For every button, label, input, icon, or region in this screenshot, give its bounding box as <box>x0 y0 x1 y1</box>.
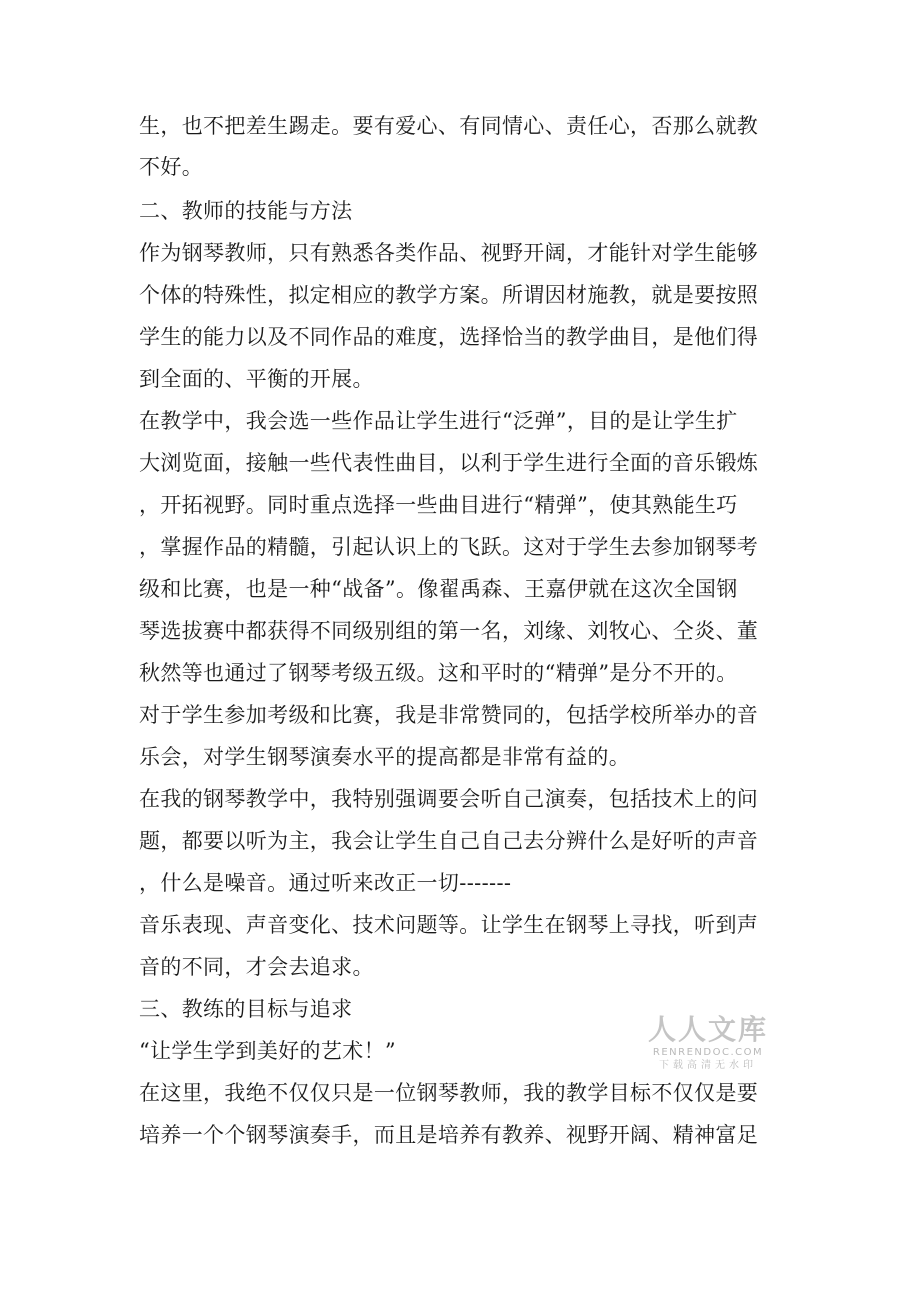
text-line-7: 到全面的、平衡的开展。 <box>139 367 374 391</box>
text-line-18: 题，都要以听为主，我会让学生自己自己去分辨什么是好听的声音 <box>139 829 759 853</box>
watermark-title: 人人文库 <box>647 1013 768 1046</box>
text-line-15: 对于学生参加考级和比赛，我是非常赞同的，包括学校所举办的音 <box>139 703 759 727</box>
quote-line: “让学生学到美好的艺术！” <box>139 1039 397 1063</box>
text-line-1: 生，也不把差生踢走。要有爱心、有同情心、责任心，否那么就教 <box>139 114 759 138</box>
text-line-25: 培养一个个钢琴演奏手，而且是培养有教养、视野开阔、精神富足 <box>139 1123 759 1147</box>
watermark-site: RENRENDOC.COM <box>652 1047 764 1058</box>
text-line-16: 乐会，对学生钢琴演奏水平的提高都是非常有益的。 <box>139 745 631 769</box>
text-line-19: ，什么是噪音。通过听来改正一切------- <box>139 871 512 895</box>
text-line-12: 级和比赛，也是一种“战备”。像翟禹森、王嘉伊就在这次全国钢 <box>139 577 738 601</box>
text-line-2: 不好。 <box>139 155 204 179</box>
text-line-10: ，开拓视野。同时重点选择一些曲目进行“精弹”，使其熟能生巧 <box>139 493 738 517</box>
text-line-9: 大浏览面，接触一些代表性曲目，以利于学生进行全面的音乐锻炼 <box>139 451 759 475</box>
text-line-13: 琴选拔赛中都获得不同级别组的第一名，刘缘、刘牧心、仝炎、董 <box>139 619 759 643</box>
watermark-logo <box>640 1014 776 1072</box>
text-line-11: ，掌握作品的精髓，引起认识上的飞跃。这对于学生去参加钢琴考 <box>139 535 759 559</box>
text-line-4: 作为钢琴教师，只有熟悉各类作品、视野开阔，才能针对学生能够 <box>139 241 759 265</box>
text-line-17: 在我的钢琴教学中，我特别强调要会听自己演奏，包括技术上的问 <box>139 787 759 811</box>
text-line-21: 音的不同，才会去追求。 <box>139 955 374 979</box>
section-heading-2: 二、教师的技能与方法 <box>139 199 353 223</box>
text-line-24: 在这里，我绝不仅仅只是一位钢琴教师，我的教学目标不仅仅是要 <box>139 1081 759 1105</box>
section-heading-3: 三、教练的目标与追求 <box>139 997 353 1021</box>
text-line-14: 秋然等也通过了钢琴考级五级。这和平时的“精弹”是分不开的。 <box>139 661 738 685</box>
text-line-8: 在教学中，我会选一些作品让学生进行“泛弹”，目的是让学生扩 <box>139 409 738 433</box>
text-line-6: 学生的能力以及不同作品的难度，选择恰当的教学曲目，是他们得 <box>139 325 759 349</box>
text-line-20: 音乐表现、声音变化、技术问题等。让学生在钢琴上寻找，听到声 <box>139 913 759 937</box>
watermark-subtitle: 下载高清无水印 <box>659 1060 757 1071</box>
text-line-5: 个体的特殊性，拟定相应的教学方案。所谓因材施教，就是要按照 <box>139 283 759 307</box>
